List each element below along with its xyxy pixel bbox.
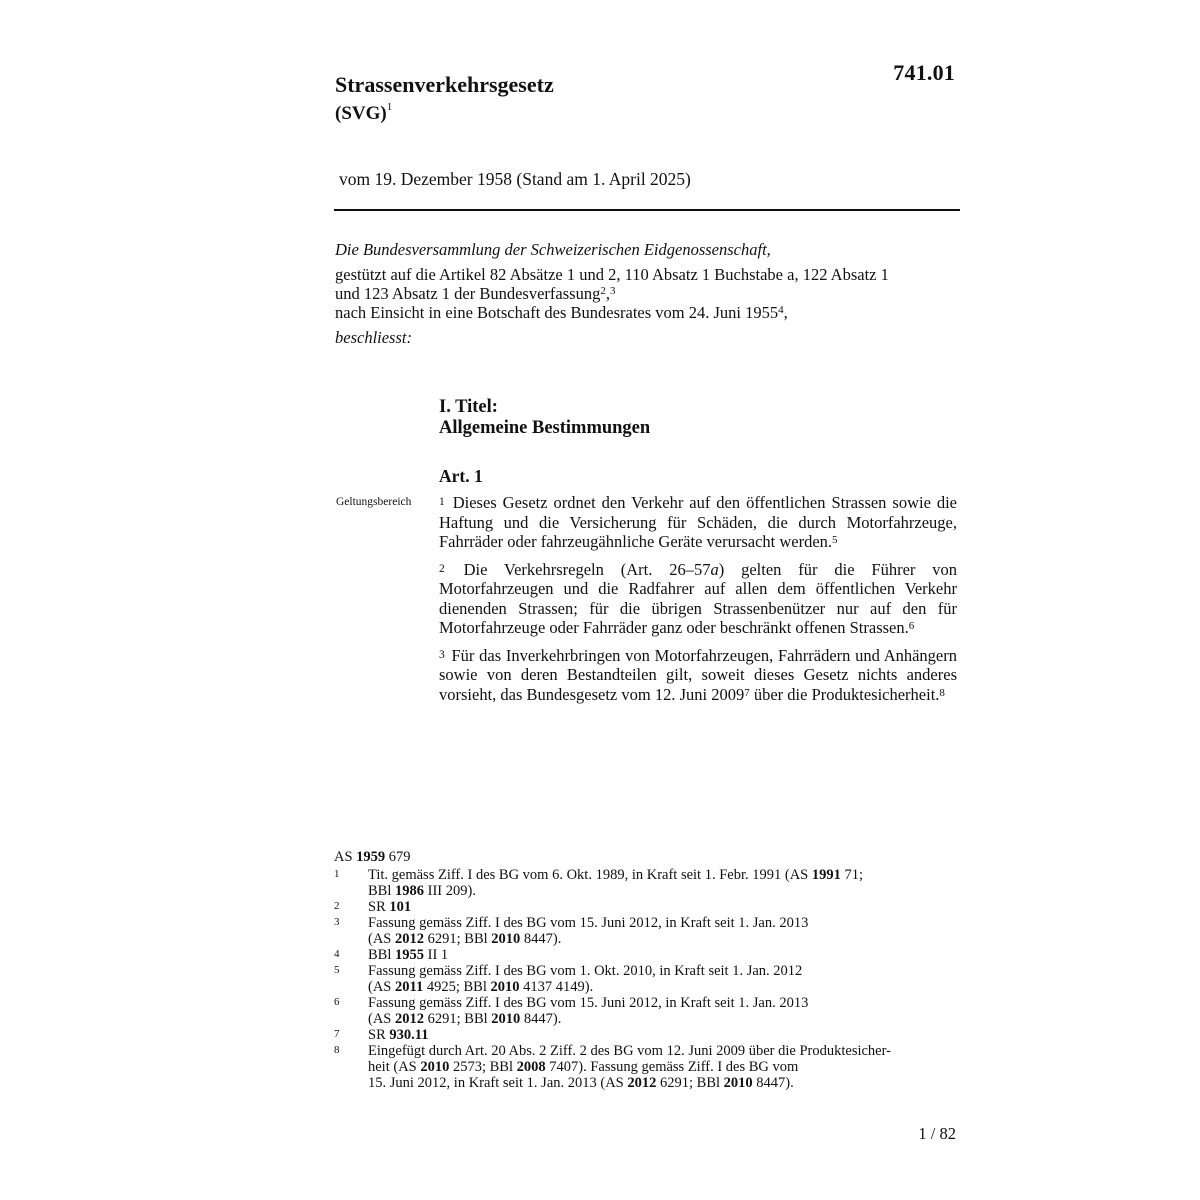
preamble-basis-line: gestützt auf die Artikel 82 Absätze 1 und 2, 110 Absatz 1 Buchstabe a, 122 Absatz 1 <box>335 265 889 284</box>
document-abbreviation <box>335 103 392 125</box>
official-compilation-ref: AS 1959 679 <box>334 849 411 865</box>
article-paragraph: $^1$ Dieses Gesetz ordnet den Verkehr auf den öffentlichen Strassen sowie die Haftung und die Versicherung für Schäden, die durch Motorfahrzeuge, Fahrräder oder fahrzeugähnliche Geräte verursacht werden.$^5$ <box>439 493 957 551</box>
footnote-ref[interactable]: 2 <box>600 285 606 297</box>
footnote-number: 6 <box>334 996 340 1008</box>
section-title <box>439 397 650 439</box>
footnote-number: 3 <box>334 916 340 928</box>
footnotes <box>334 849 974 1091</box>
paragraph-number: 3 <box>439 648 445 661</box>
footnote-item: 7 SR 930.11 <box>334 1027 429 1043</box>
footnote-number: 5 <box>334 964 340 976</box>
header-divider <box>334 209 960 211</box>
footnote-number: 1 <box>334 868 340 880</box>
footnote-number: 8 <box>334 1044 340 1056</box>
footnote-ref[interactable]: 8 <box>939 686 945 699</box>
document-date: vom 19. Dezember 1958 (Stand am 1. April 2025) <box>339 169 691 189</box>
sr-number: 741.01 <box>893 60 955 85</box>
footnote-item: 2 SR 101 <box>334 899 412 915</box>
footnote-item: 6 Fassung gemäss Ziff. I des BG vom 15. Juni 2012, in Kraft seit 1. Jan. 2013 (AS 2012 6291; BBl 2010 8447). <box>334 995 809 1027</box>
page-number: 1 / 82 <box>918 1124 956 1143</box>
section-title-name: Allgemeine Bestimmungen <box>439 418 651 438</box>
footnote-ref[interactable]: 5 <box>832 534 838 546</box>
footnote-number: 4 <box>334 948 340 960</box>
footnote-ref[interactable]: 1 <box>386 101 393 113</box>
footnote-item: 1 Tit. gemäss Ziff. I des BG vom 6. Okt. 1989, in Kraft seit 1. Febr. 1991 (AS 1991 71; BBl 1986 III 209). <box>334 867 864 899</box>
paragraph-number: 1 <box>439 496 445 508</box>
preamble-resolves: beschliesst: <box>335 328 412 347</box>
article-paragraph: $^3$ Für das Inverkehrbringen von Motorfahrzeugen, Fahrrädern und Anhängern sowie von deren Bestandteilen gilt, soweit dieses Gesetz nichts anderes vorsieht, das Bundesgesetz vom 12. Juni 2009$^7$ über die Produktesicherheit.$^8$ <box>439 645 957 704</box>
preamble-message-line: nach Einsicht in eine Botschaft des Bundesrates vom 24. Juni 1955$^4$, <box>335 303 788 322</box>
article-margin-note: Geltungsbereich <box>336 496 412 508</box>
footnote-ref[interactable]: 6 <box>908 620 915 632</box>
footnote-item: 8 Eingefügt durch Art. 20 Abs. 2 Ziff. 2 des BG vom 12. Juni 2009 über die Produktesicher- heit (AS 2010 2573; BBl 2008 7407). Fassung gemäss Ziff. I des BG vom 15. Juni 2012, in Kraft seit 1. Jan. 2013 (AS 2012 6291; BBl 2010 8447). <box>334 1043 891 1091</box>
preamble-enacting-body: Die Bundesversammlung der Schweizerischen Eidgenossenschaft, <box>335 240 771 259</box>
footnote-number: 7 <box>334 1028 340 1040</box>
paragraph-number: 2 <box>439 562 445 575</box>
footnote-ref[interactable]: 4 <box>778 304 784 316</box>
footnote-item: 3 Fassung gemäss Ziff. I des BG vom 15. Juni 2012, in Kraft seit 1. Jan. 2013 (AS 2012 6291; BBl 2010 8447). <box>334 915 809 947</box>
preamble <box>335 240 960 347</box>
article-paragraph: $^2$ Die Verkehrsregeln (Art. 26–57a) gelten für die Führer von Motorfahrzeugen und die Radfahrer auf allen dem öffentlichen Verkehr dienenden Strassen; für die übrigen Strassenbenützer nur auf den für Motorfahrzeuge oder Fahrräder ganz oder beschränkt offenen Strassen.$^6$ <box>439 559 958 637</box>
article-body <box>439 493 957 712</box>
section-title-number: I. Titel: <box>439 397 498 417</box>
footnote-item: 4 BBl 1955 II 1 <box>334 947 449 963</box>
preamble-basis-line-2: und 123 Absatz 1 der Bundesverfassung$^2$,$^3$ <box>335 284 616 303</box>
article-heading: Art. 1 <box>439 466 483 486</box>
footnote-ref[interactable]: 3 <box>609 285 616 297</box>
abbreviation-text: (SVG) <box>335 103 387 124</box>
footnote-item: 5 Fassung gemäss Ziff. I des BG vom 1. Okt. 2010, in Kraft seit 1. Jan. 2012 (AS 2011 4925; BBl 2010 4137 4149). <box>334 963 803 995</box>
footnote-number: 2 <box>334 900 340 912</box>
document-title: Strassenverkehrsgesetz <box>335 72 554 97</box>
footnote-ref[interactable]: 7 <box>744 686 750 699</box>
